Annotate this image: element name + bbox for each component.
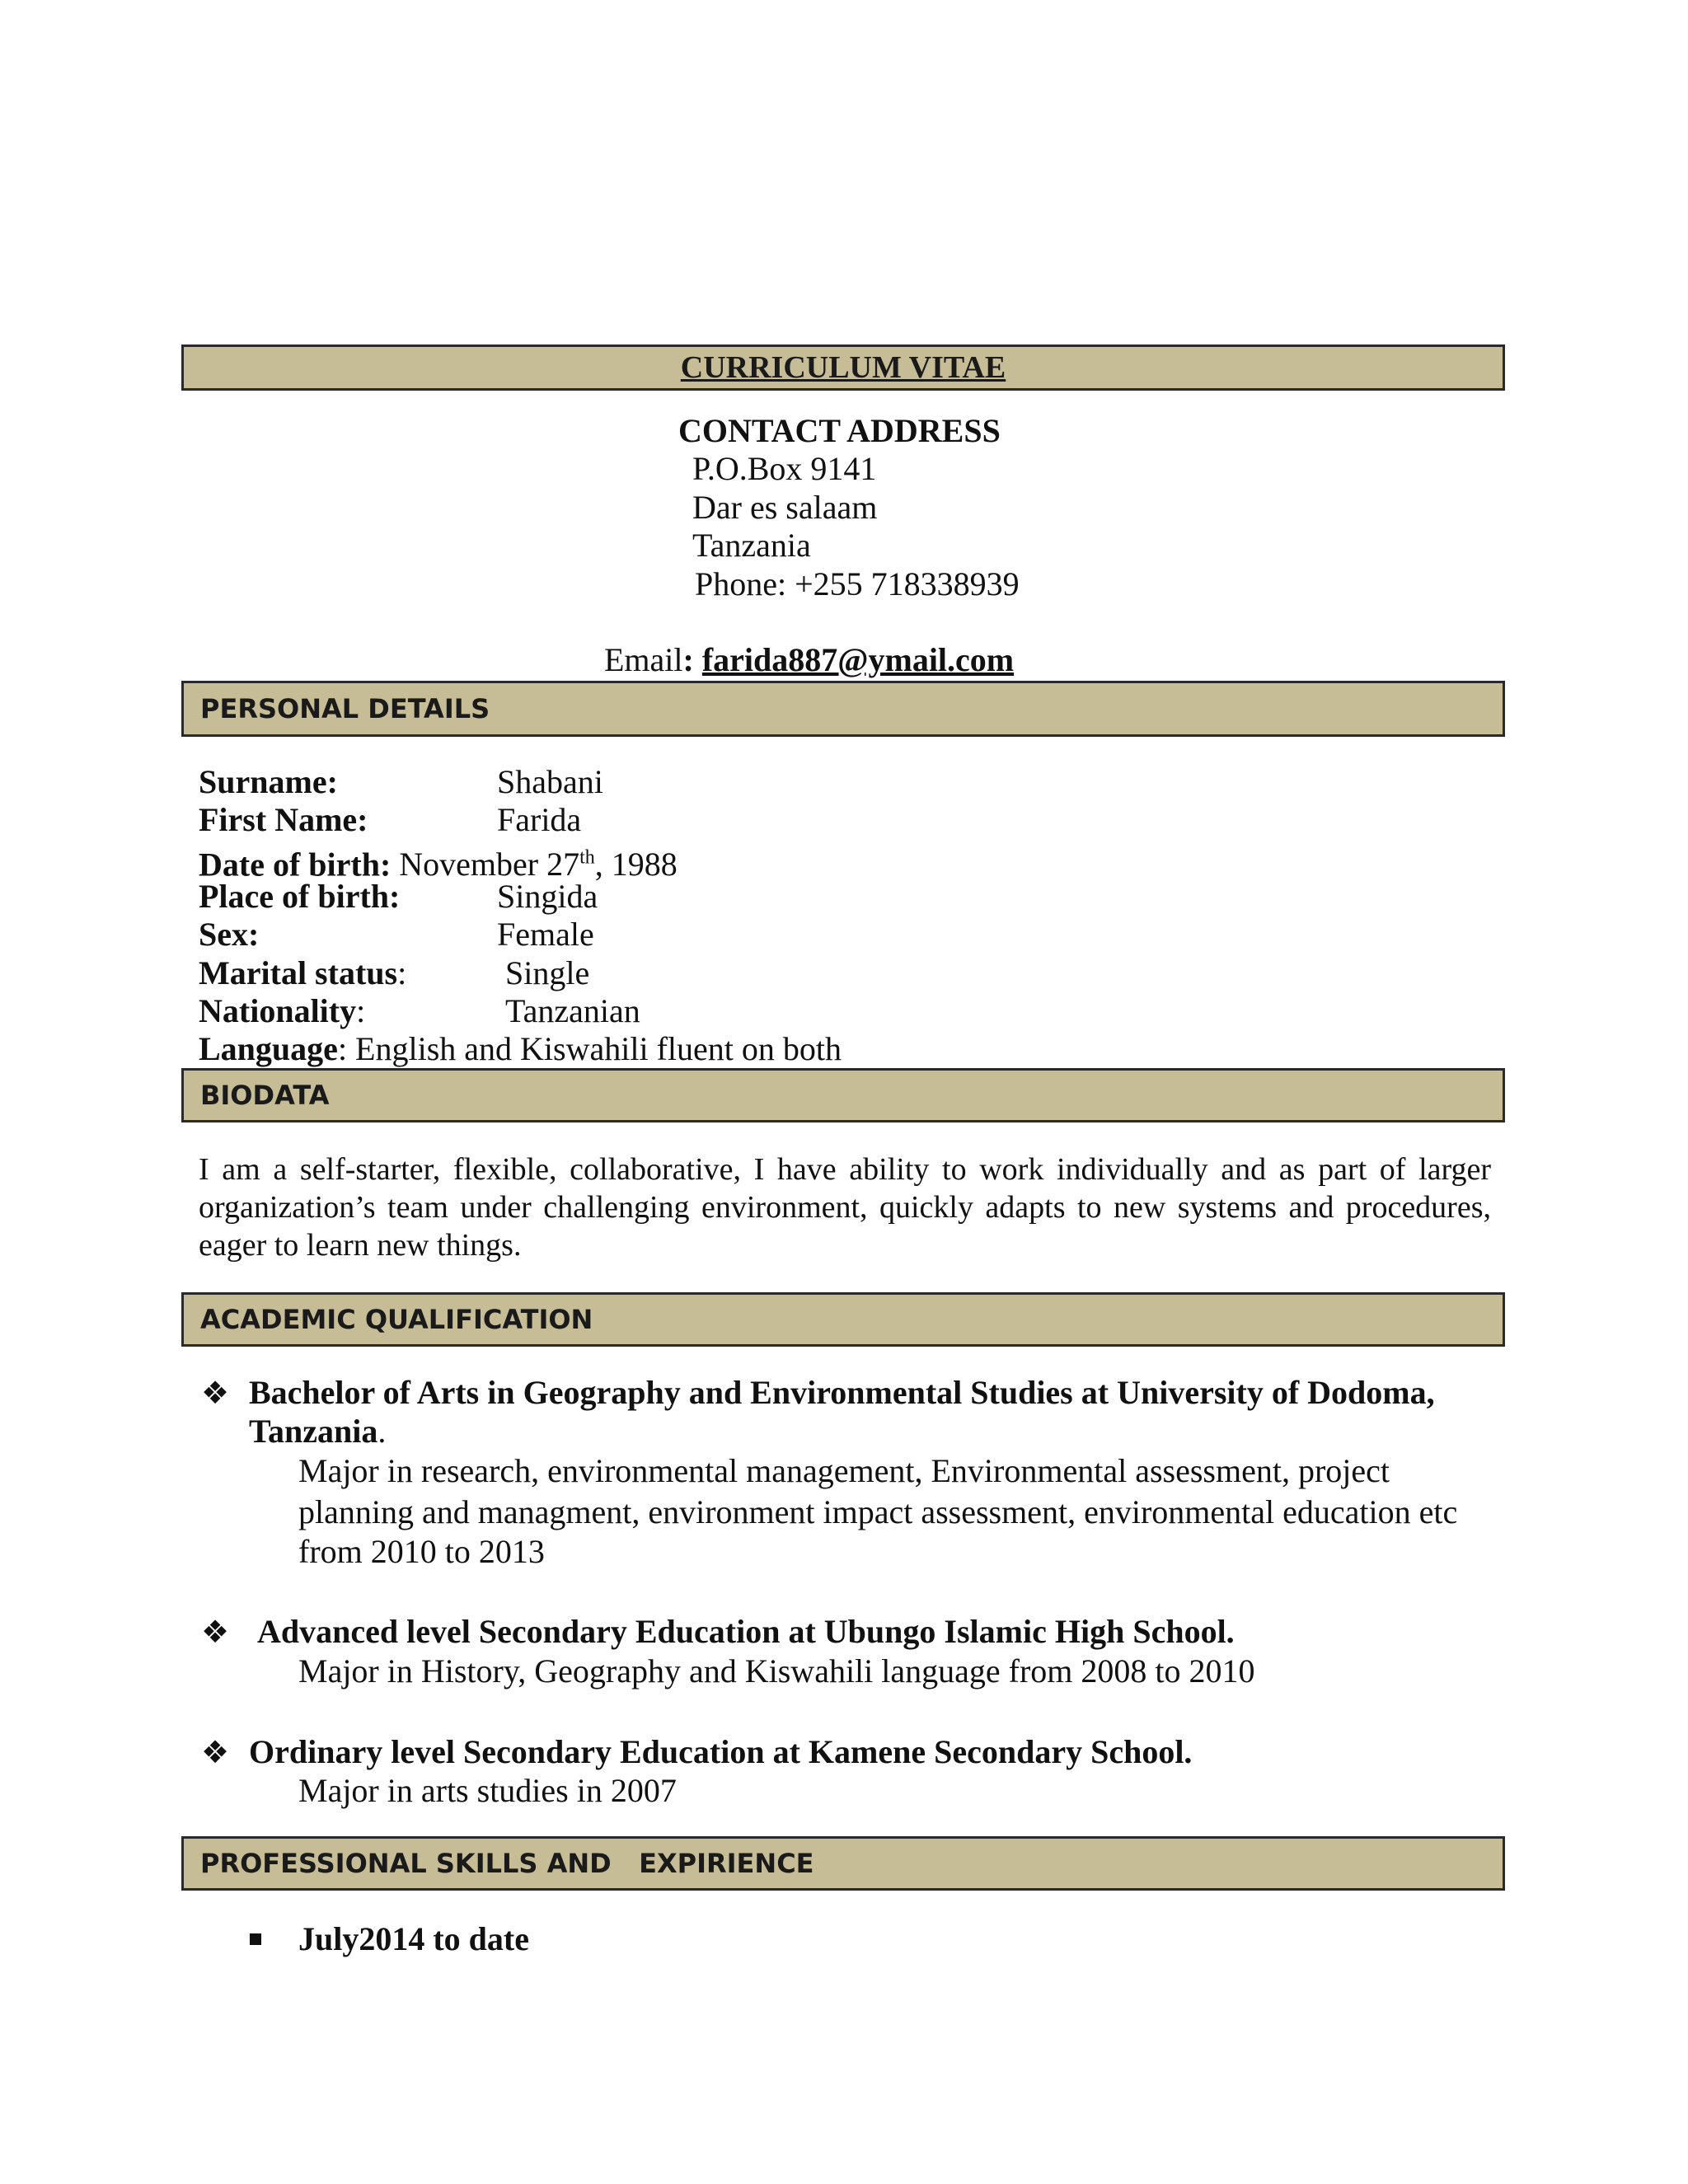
dob-label: Date of birth:	[199, 846, 392, 883]
professional-item-1-period: July2014 to date	[298, 1920, 529, 1957]
sex-value: Female	[497, 916, 594, 953]
surname-value: Shabani	[497, 763, 603, 800]
email-separator: :	[682, 641, 694, 678]
academic-item-3-detail-1: Major in arts studies in 2007	[298, 1772, 677, 1809]
academic-item-1-title-cont: Tanzania.	[249, 1413, 387, 1450]
diamond-bullet-icon: ❖	[201, 1614, 230, 1650]
academic-item-1-detail-2: planning and managment, environment impact assessment, environmental education etc	[298, 1493, 1458, 1530]
pob-value: Singida	[497, 878, 598, 915]
language-row	[199, 1030, 842, 1068]
contact-phone: Phone: +255 718338939	[695, 565, 1020, 602]
marital-label: Marital status:	[199, 954, 407, 991]
academic-heading: ACADEMIC QUALIFICATION	[200, 1304, 593, 1335]
square-bullet-icon	[250, 1933, 261, 1945]
cv-title: CURRICULUM VITAE	[680, 350, 1006, 385]
biodata-heading: BIODATA	[200, 1080, 330, 1111]
contact-pobox: P.O.Box 9141	[692, 450, 877, 487]
contact-email-row	[604, 641, 1014, 679]
cv-title-bar	[181, 344, 1505, 391]
academic-item-1-detail-1: Major in research, environmental management, Environmental assessment, project	[298, 1452, 1390, 1489]
contact-city: Dar es salaam	[692, 489, 878, 526]
biodata-bar	[181, 1068, 1505, 1122]
marital-value: Single	[505, 954, 590, 991]
academic-item-1-title: Bachelor of Arts in Geography and Environmental Studies at University of Dodoma,	[249, 1374, 1435, 1411]
academic-item-3-title: Ordinary level Secondary Education at Kamene Secondary School.	[249, 1733, 1193, 1770]
dob-value: November 27th, 1988	[399, 846, 678, 883]
academic-item-1-detail-3: from 2010 to 2013	[298, 1533, 545, 1570]
email-label: Email	[604, 641, 683, 678]
firstname-value: Farida	[497, 801, 582, 838]
nationality-label: Nationality:	[199, 992, 366, 1029]
language-label: Language	[199, 1030, 338, 1067]
firstname-label: First Name:	[199, 801, 368, 838]
contact-country: Tanzania	[692, 527, 811, 564]
surname-label: Surname:	[199, 763, 338, 800]
nationality-value: Tanzanian	[505, 992, 640, 1029]
biodata-text: I am a self-starter, flexible, collaborative, I have ability to work individually and as part of larger organization’s team under challenging environment, quickly adapts to new systems and procedures, eager to learn new things.	[199, 1152, 1491, 1263]
professional-bar	[181, 1836, 1505, 1891]
personal-details-bar	[181, 681, 1505, 737]
pob-label: Place of birth:	[199, 878, 401, 915]
email-link[interactable]: farida887@ymail.com	[701, 641, 1015, 678]
language-value: : English and Kiswahili fluent on both	[337, 1030, 842, 1067]
personal-details-heading: PERSONAL DETAILS	[200, 693, 490, 724]
diamond-bullet-icon: ❖	[201, 1375, 230, 1411]
diamond-bullet-icon: ❖	[201, 1734, 230, 1770]
professional-heading: PROFESSIONAL SKILLS AND EXPIRIENCE	[200, 1848, 814, 1879]
academic-item-2-title: Advanced level Secondary Education at Ubungo Islamic High School.	[257, 1613, 1235, 1650]
academic-item-2-detail-1: Major in History, Geography and Kiswahili language from 2008 to 2010	[298, 1652, 1255, 1690]
sex-label: Sex:	[199, 916, 260, 953]
contact-heading: CONTACT ADDRESS	[678, 412, 1001, 449]
academic-bar	[181, 1292, 1505, 1347]
